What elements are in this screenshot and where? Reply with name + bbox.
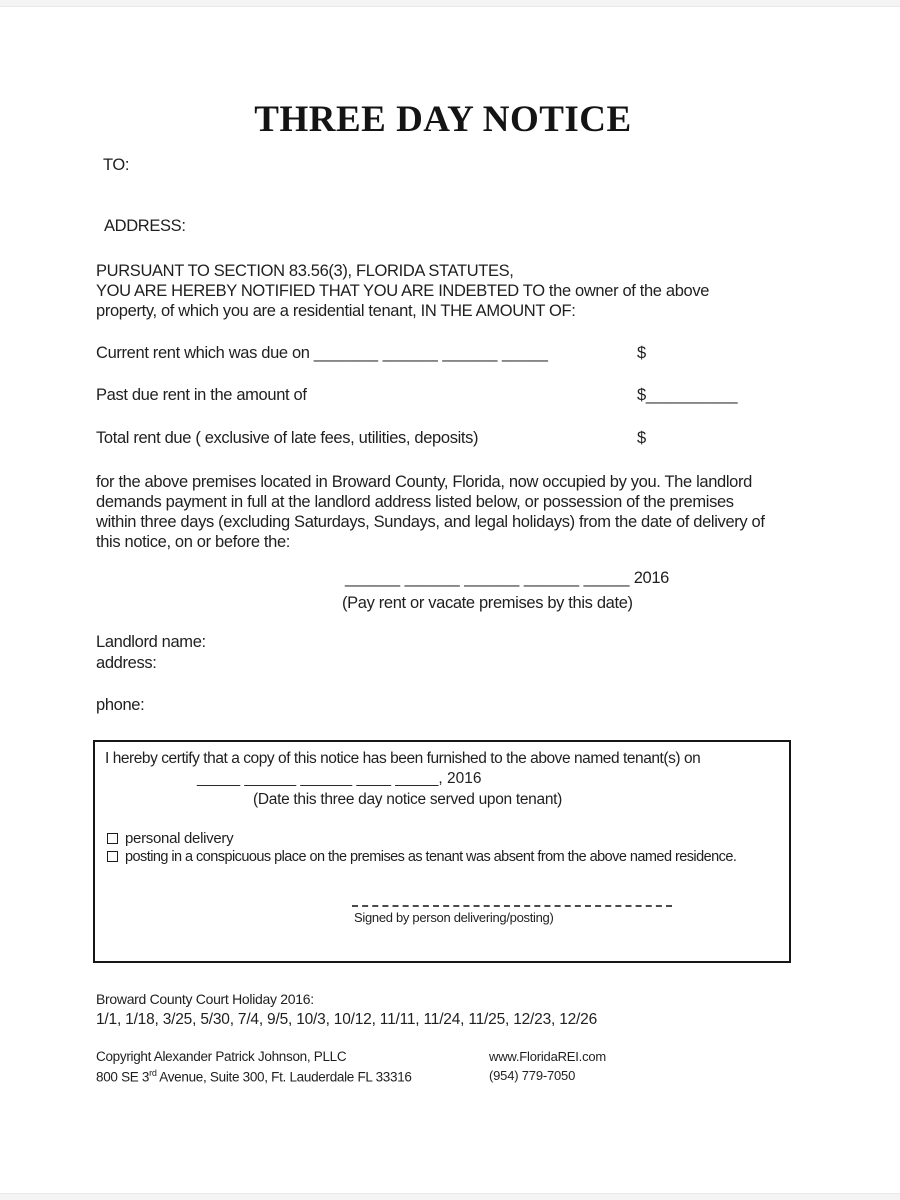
demand-line-3: within three days (excluding Saturdays, Sundays, and legal holidays) from the date of delivery of <box>96 513 765 531</box>
dollar-sign: $ <box>637 344 646 362</box>
demand-line-2: demands payment in full at the landlord address listed below, or possession of the premises <box>96 493 734 511</box>
posting-checkbox[interactable] <box>107 851 118 862</box>
publisher-website: www.FloridaREI.com <box>489 1049 607 1064</box>
posting-label: posting in a conspicuous place on the premises as tenant was absent from the above named residence. <box>125 849 737 865</box>
deadline-caption: (Pay rent or vacate premises by this date) <box>342 594 633 612</box>
dollar-sign: $ <box>637 386 646 404</box>
to-label: TO: <box>103 156 130 174</box>
personal-delivery-option <box>107 830 233 847</box>
served-date-blank-2[interactable]: _____ <box>390 770 439 787</box>
copyright-line: Copyright Alexander Patrick Johnson, PLLC <box>96 1049 347 1064</box>
court-holiday-dates: 1/1, 1/18, 3/25, 5/30, 7/4, 9/5, 10/3, 10/12, 11/11, 11/24, 11/25, 12/23, 12/26 <box>96 1011 597 1028</box>
amount-blank[interactable]: __________ <box>645 386 738 404</box>
publisher-address-ordinal: rd <box>149 1068 157 1078</box>
publisher-address-suffix: Avenue, Suite 300, Ft. Lauderdale FL 33316 <box>156 1069 412 1085</box>
current-rent-row <box>96 343 856 363</box>
served-date-blank[interactable]: _____ ______ ______ ____ <box>197 770 391 787</box>
deadline-date-blank[interactable]: ______ ______ ______ ______ _____ <box>345 569 630 587</box>
publisher-address-prefix: 800 SE 3 <box>96 1069 150 1085</box>
current-rent-date-blank[interactable]: _______ ______ ______ _____ <box>313 344 548 362</box>
posting-option <box>107 849 736 865</box>
current-rent-amount <box>637 343 646 363</box>
landlord-phone-label: phone: <box>96 696 145 714</box>
scan-edge-bottom <box>0 1193 900 1200</box>
certificate-of-service-box <box>93 740 791 963</box>
total-rent-label: Total rent due ( exclusive of late fees, utilities, deposits) <box>96 429 479 447</box>
publisher-phone: (954) 779-7050 <box>489 1068 576 1083</box>
statute-paragraph <box>96 261 816 321</box>
signature-line[interactable] <box>352 905 672 907</box>
deadline-year: 2016 <box>629 569 670 587</box>
deadline-date-line <box>345 568 669 588</box>
landlord-address-label: address: <box>96 654 157 672</box>
certify-statement: I hereby certify that a copy of this notice has been furnished to the above named tenant(s) on <box>105 750 701 767</box>
demand-line-4: this notice, on or before the: <box>96 533 291 551</box>
total-rent-amount <box>637 428 646 448</box>
personal-delivery-checkbox[interactable] <box>107 833 118 844</box>
past-due-rent-amount <box>637 385 738 405</box>
landlord-name-label: Landlord name: <box>96 633 206 651</box>
past-due-rent-row <box>96 385 856 405</box>
served-date-caption: (Date this three day notice served upon tenant) <box>253 791 563 808</box>
served-date-year: , 2016 <box>438 770 482 787</box>
court-holiday-title: Broward County Court Holiday 2016: <box>96 991 314 1007</box>
demand-paragraph <box>96 472 836 552</box>
current-rent-label: Current rent which was due on <box>96 344 310 362</box>
demand-line-1: for the above premises located in Broward County, Florida, now occupied by you. The landlord <box>96 473 752 491</box>
address-label: ADDRESS: <box>104 217 186 235</box>
publisher-address <box>96 1068 412 1085</box>
personal-delivery-label: personal delivery <box>125 830 234 847</box>
signature-caption: Signed by person delivering/posting) <box>354 910 554 925</box>
past-due-rent-label: Past due rent in the amount of <box>96 386 307 404</box>
served-date-line <box>197 770 481 788</box>
dollar-sign: $ <box>637 429 646 447</box>
total-rent-row <box>96 428 856 448</box>
statute-line-3: property, of which you are a residential tenant, IN THE AMOUNT OF: <box>96 302 576 320</box>
scan-edge-top <box>0 0 900 7</box>
statute-line-2: YOU ARE HEREBY NOTIFIED THAT YOU ARE INDEBTED TO the owner of the above <box>96 282 710 300</box>
page-title: THREE DAY NOTICE <box>254 99 632 140</box>
statute-line-1: PURSUANT TO SECTION 83.56(3), FLORIDA STATUTES, <box>96 262 514 280</box>
